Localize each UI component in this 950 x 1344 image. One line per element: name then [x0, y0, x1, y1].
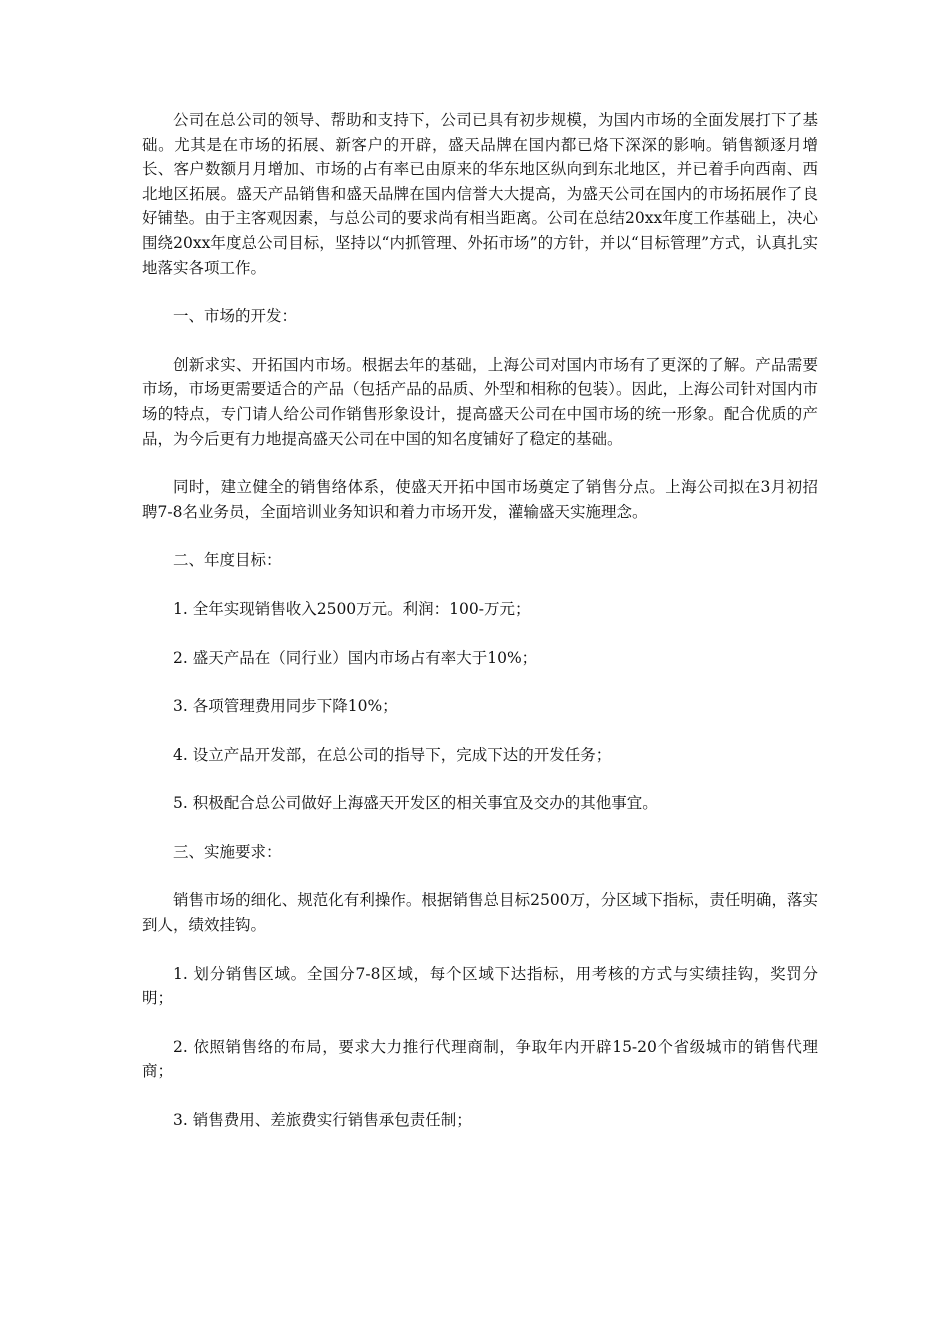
- document-body: [142, 108, 818, 1133]
- market-paragraph-2: 同时，建立健全的销售络体系，使盛天开拓中国市场奠定了销售分点。上海公司拟在3月初招聘7-8名业务员，全面培训业务知识和着力市场开发，灌输盛天实施理念。: [142, 478, 818, 521]
- requirement-item-2: 2. 依照销售络的布局，要求大力推行代理商制，争取年内开辟15-20个省级城市的销售代理商；: [142, 1037, 818, 1081]
- market-paragraph-1: 创新求实、开拓国内市场。根据去年的基础，上海公司对国内市场有了更深的了解。产品需要市场，市场更需要适合的产品（包括产品的品质、外型和相称的包装）。因此，上海公司针对国内市场的特点，专门请人给公司作销售形象设计，提高盛天公司在中国市场的统一形象。配合优质的产品，为今后更有力地提高盛天公司在中国的知名度铺好了稳定的基础。: [142, 355, 818, 448]
- requirement-item-3: 3. 销售费用、差旅费实行销售承包责任制；: [173, 1111, 472, 1130]
- section-heading-market: 一、市场的开发：: [173, 307, 298, 326]
- goal-item-3: 3. 各项管理费用同步下降10%；: [173, 697, 398, 716]
- goal-item-2: 2. 盛天产品在（同行业）国内市场占有率大于10%；: [173, 648, 538, 667]
- section-heading-requirements: 三、实施要求：: [173, 842, 282, 861]
- requirements-intro: 销售市场的细化、规范化有利操作。根据销售总目标2500万，分区域下指标，责任明确，落实到人，绩效挂钩。: [142, 891, 818, 935]
- goal-item-1: 1. 全年实现销售收入2500万元。利润：100-万元；: [173, 599, 531, 618]
- goal-item-5: 5. 积极配合总公司做好上海盛天开发区的相关事宜及交办的其他事宜。: [173, 794, 658, 813]
- section-heading-goals: 二、年度目标：: [173, 551, 282, 570]
- requirement-item-1: 1. 划分销售区域。全国分7-8区域，每个区域下达指标，用考核的方式与实绩挂钩，奖罚分明；: [142, 964, 818, 1008]
- intro-paragraph: 公司在总公司的领导、帮助和支持下，公司已具有初步规模，为国内市场的全面发展打下了基础。尤其是在市场的拓展、新客户的开辟，盛天品牌在国内都已烙下深深的影响。销售额逐月增长、客户数额月月增加、市场的占有率已由原来的华东地区纵向到东北地区，并已着手向西南、西北地区拓展。盛天产品销售和盛天品牌在国内信誉大大提高，为盛天公司在国内的市场拓展作了良好铺垫。由于主客观因素，与总公司的要求尚有相当距离。公司在总结20xx年度工作基础上，决心围绕20xx年度总公司目标，坚持以“内抓管理、外拓市场”的方针，并以“目标管理”方式，认真扎实地落实各项工作。: [142, 111, 818, 277]
- goal-item-4: 4. 设立产品开发部，在总公司的指导下，完成下达的开发任务；: [173, 745, 612, 764]
